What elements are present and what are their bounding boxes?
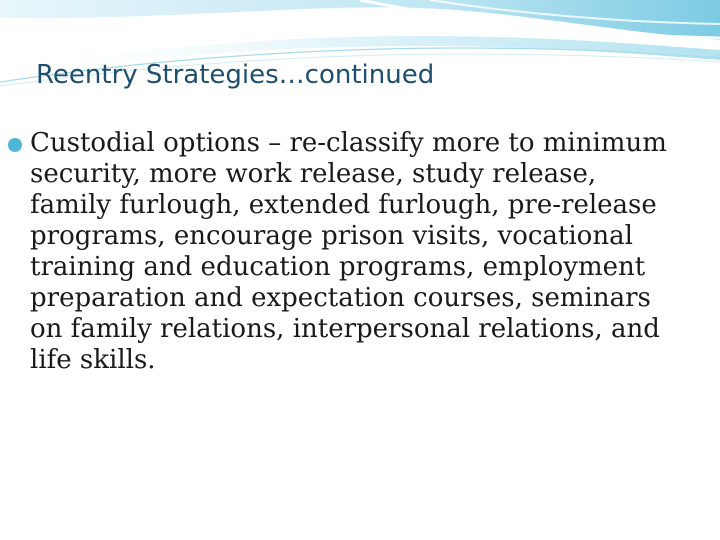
- bullet-list: [0, 128, 720, 376]
- bullet-text: Custodial options – re-classify more to minimum security, more work release, study release, family furlough, extended furlough, pre-release programs, encourage prison visits, vocational training and education programs, employment preparation and expectation courses, seminars on family relations, interpersonal relations, and life skills.: [30, 128, 667, 375]
- header-wave-decoration: [0, 0, 720, 110]
- bullet-item: [0, 128, 670, 376]
- slide-title: Reentry Strategies…continued: [36, 60, 435, 90]
- bullet-dot-icon: [8, 138, 22, 152]
